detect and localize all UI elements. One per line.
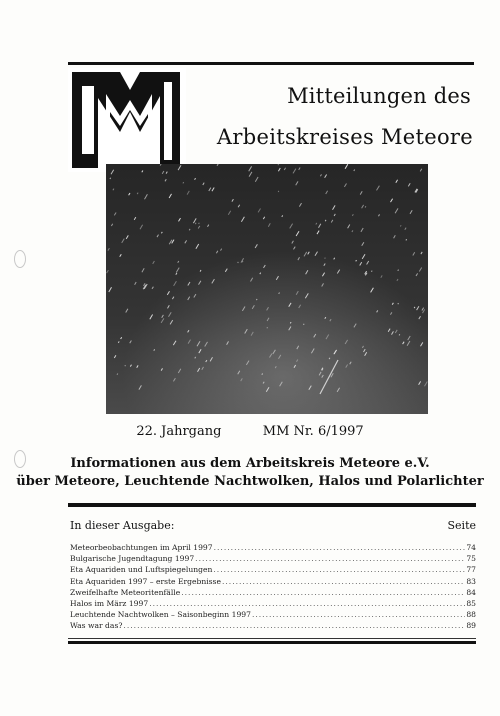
toc-entry[interactable] xyxy=(70,609,476,620)
toc-leader xyxy=(222,576,465,587)
toc-leader xyxy=(181,587,465,598)
toc-entry-title: Zweifelhafte Meteoritenfälle xyxy=(70,587,181,597)
toc-entry-title: Eta Aquariden und Luftspiegelungen xyxy=(70,565,213,575)
toc-entry[interactable] xyxy=(70,564,476,575)
punch-hole xyxy=(14,250,26,268)
toc-entry[interactable] xyxy=(70,553,476,564)
top-rule xyxy=(68,62,474,65)
toc-entry-title: Bulgarische Jugendtagung 1997 xyxy=(70,554,195,564)
toc-entry-page: 75 xyxy=(466,554,476,564)
toc-page-label: Seite xyxy=(447,519,476,532)
toc-entry[interactable] xyxy=(70,542,476,553)
toc-entry-title: Eta Aquariden 1997 – erste Ergebnisse xyxy=(70,576,221,586)
journal-title-line1: Mitteilungen des xyxy=(287,84,471,108)
volume: 22. Jahrgang xyxy=(136,424,222,439)
toc-entry-page: 74 xyxy=(466,543,476,552)
toc-entry[interactable] xyxy=(70,587,476,598)
toc-top-rule xyxy=(68,503,476,507)
toc-entry-page: 85 xyxy=(466,599,476,609)
issue-info xyxy=(0,424,500,439)
issue-number: MM Nr. 6/1997 xyxy=(262,424,364,439)
toc-entry-title: Was war das? xyxy=(70,621,123,631)
toc-header xyxy=(70,519,476,532)
toc-leader xyxy=(123,620,465,631)
toc-entry-page: 83 xyxy=(466,576,476,586)
toc-entry[interactable] xyxy=(70,576,476,587)
mm-logo-icon xyxy=(68,68,186,172)
toc-entry-page: 88 xyxy=(466,610,476,620)
toc-leader xyxy=(214,542,466,553)
toc-entry-page: 84 xyxy=(466,587,476,597)
journal-title-line2: Arbeitskreises Meteore xyxy=(216,125,473,149)
toc-entry-page: 77 xyxy=(466,565,476,575)
subtitle-line2: über Meteore, Leuchtende Nachtwolken, Halos und Polarlichter xyxy=(16,474,484,489)
subtitle-line1: Informationen aus dem Arbeitskreis Meteore e.V. xyxy=(70,456,430,471)
toc-heading: In dieser Ausgabe: xyxy=(70,519,175,532)
toc-leader xyxy=(252,609,465,620)
table-of-contents xyxy=(70,542,476,632)
toc-entry-title: Halos im März 1997 xyxy=(70,599,149,609)
toc-entry-title: Leuchtende Nachtwolken – Saisonbeginn 1997 xyxy=(70,610,251,620)
toc-bottom-rule-thin xyxy=(68,638,476,639)
toc-entry[interactable] xyxy=(70,598,476,609)
toc-leader xyxy=(195,553,465,564)
toc-leader xyxy=(213,564,465,575)
toc-entry[interactable] xyxy=(70,620,476,631)
toc-bottom-rule xyxy=(68,641,476,644)
toc-leader xyxy=(149,598,465,609)
toc-entry-title: Meteorbeobachtungen im April 1997 xyxy=(70,543,213,552)
meteor-photo-icon xyxy=(106,164,428,414)
toc-entry-page: 89 xyxy=(466,621,476,631)
